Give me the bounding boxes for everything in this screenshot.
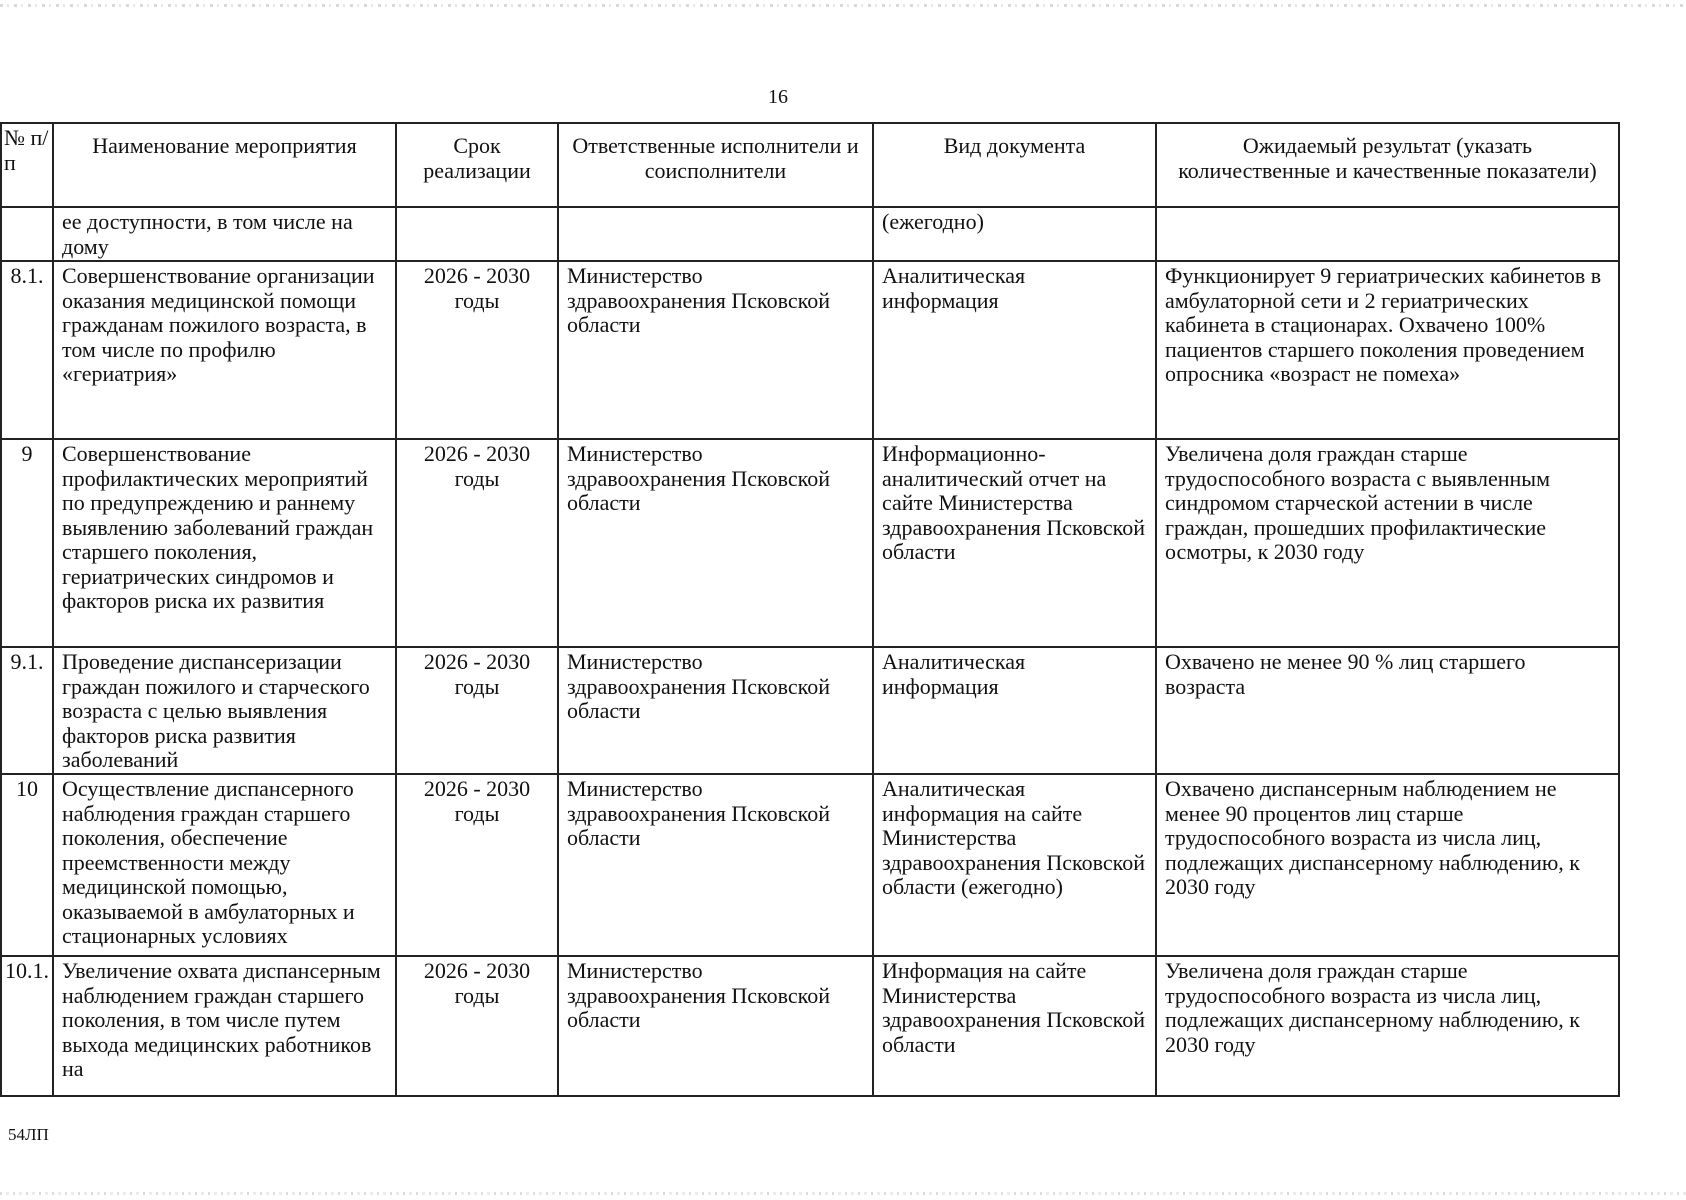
- cell-responsible: Министерство здравоохранения Псковской области: [558, 774, 873, 956]
- cell-name: Совершенствование профилактических мероприятий по предупреждению и раннему выявлению заболеваний граждан старшего поколения, гериатрических синдромов и факторов риска их развития: [53, 439, 396, 647]
- cell-doc: Информация на сайте Министерства здравоохранения Псковской области: [873, 956, 1156, 1096]
- table-header-row: [1, 123, 1619, 207]
- cell-term: 2026 - 2030 годы: [396, 774, 558, 956]
- cell-term: 2026 - 2030 годы: [396, 956, 558, 1096]
- cell-term: 2026 - 2030 годы: [396, 647, 558, 774]
- header-term: Срок реализации: [396, 123, 558, 207]
- cell-result: Увеличена доля граждан старше трудоспособного возраста из числа лиц, подлежащих диспансерному наблюдению, к 2030 году: [1156, 956, 1619, 1096]
- cell-doc: Аналитическая информация: [873, 647, 1156, 774]
- cell-doc: (ежегодно): [873, 207, 1156, 261]
- header-num: № п/п: [1, 123, 53, 207]
- cell-term: 2026 - 2030 годы: [396, 261, 558, 439]
- cell-num: 10: [1, 774, 53, 956]
- cell-num: [1, 207, 53, 261]
- header-responsible: Ответственные исполнители и соисполнители: [558, 123, 873, 207]
- table-row: [1, 261, 1619, 439]
- table-row: [1, 439, 1619, 647]
- cell-num: 9: [1, 439, 53, 647]
- cell-result: Охвачено диспансерным наблюдением не менее 90 процентов лиц старше трудоспособного возраста из числа лиц, подлежащих диспансерному наблюдению, к 2030 году: [1156, 774, 1619, 956]
- measures-table: [0, 122, 1620, 1097]
- footer-code: 54ЛП: [8, 1125, 49, 1144]
- cell-result: Увеличена доля граждан старше трудоспособного возраста с выявленным синдромом старческой астении в числе граждан, прошедших профилактические осмотры, к 2030 году: [1156, 439, 1619, 647]
- cell-doc: Информационно-аналитический отчет на сайте Министерства здравоохранения Псковской области: [873, 439, 1156, 647]
- cell-term: 2026 - 2030 годы: [396, 439, 558, 647]
- scan-edge-top: [0, 4, 1686, 7]
- cell-responsible: [558, 207, 873, 261]
- cell-responsible: Министерство здравоохранения Псковской области: [558, 439, 873, 647]
- cell-doc: Аналитическая информация: [873, 261, 1156, 439]
- cell-result: [1156, 207, 1619, 261]
- cell-result: Функционирует 9 гериатрических кабинетов в амбулаторной сети и 2 гериатрических кабинета в стационарах. Охвачено 100% пациентов старшего поколения проведением опросника «возраст не помеха»: [1156, 261, 1619, 439]
- cell-name: Совершенствование организации оказания медицинской помощи гражданам пожилого возраста, в том числе по профилю «гериатрия»: [53, 261, 396, 439]
- cell-responsible: Министерство здравоохранения Псковской области: [558, 261, 873, 439]
- header-result: Ожидаемый результат (указать количественные и качественные показатели): [1156, 123, 1619, 207]
- cell-responsible: Министерство здравоохранения Псковской области: [558, 956, 873, 1096]
- table-row: [1, 647, 1619, 774]
- cell-name: ее доступности, в том числе на дому: [53, 207, 396, 261]
- cell-name: Увеличение охвата диспансерным наблюдением граждан старшего поколения, в том числе путем выхода медицинских работников на: [53, 956, 396, 1096]
- table-row: [1, 774, 1619, 956]
- table-row: [1, 956, 1619, 1096]
- table-row: [1, 207, 1619, 261]
- cell-num: 8.1.: [1, 261, 53, 439]
- cell-term: [396, 207, 558, 261]
- cell-responsible: Министерство здравоохранения Псковской области: [558, 647, 873, 774]
- cell-num: 9.1.: [1, 647, 53, 774]
- cell-num: 10.1.: [1, 956, 53, 1096]
- header-name: Наименование мероприятия: [53, 123, 396, 207]
- cell-doc: Аналитическая информация на сайте Министерства здравоохранения Псковской области (ежегодно): [873, 774, 1156, 956]
- cell-name: Проведение диспансеризации граждан пожилого и старческого возраста с целью выявления факторов риска развития заболеваний: [53, 647, 396, 774]
- cell-name: Осуществление диспансерного наблюдения граждан старшего поколения, обеспечение преемственности между медицинской помощью, оказываемой в амбулаторных и стационарных условиях: [53, 774, 396, 956]
- cell-result: Охвачено не менее 90 % лиц старшего возраста: [1156, 647, 1619, 774]
- header-doc: Вид документа: [873, 123, 1156, 207]
- page-number: 16: [768, 86, 788, 108]
- scan-edge-bottom: [0, 1192, 1686, 1195]
